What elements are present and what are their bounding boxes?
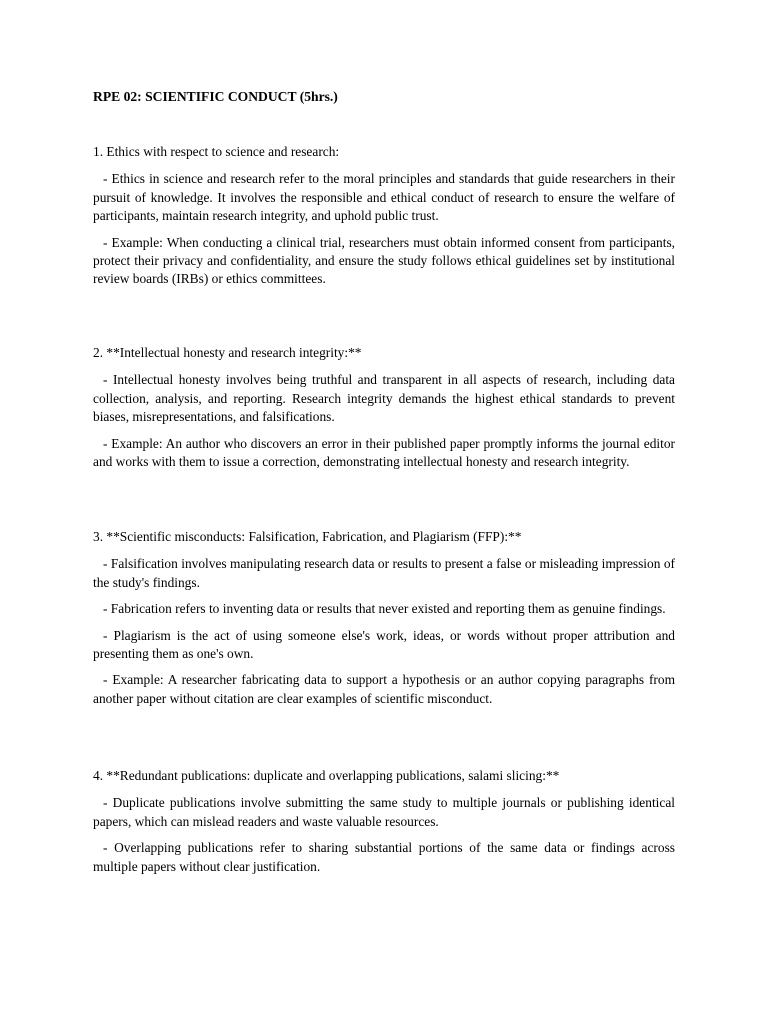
section-paragraph: - Ethics in science and research refer to the moral principles and standards that guide researchers in their pursuit of knowledge. It involves the responsible and ethical conduct of research to ensure the welfare of participants, maintain research integrity, and uphold public trust. <box>93 171 675 224</box>
section-paragraph: - Fabrication refers to inventing data or results that never existed and reporting them as genuine findings. <box>103 601 666 617</box>
section-paragraph: - Falsification involves manipulating research data or results to present a false or misleading impression of the study's findings. <box>93 556 675 590</box>
section-paragraph: - Example: When conducting a clinical trial, researchers must obtain informed consent from participants, protect their privacy and confidentiality, and ensure the study follows ethical guidelines set by institutional review boards (IRBs) or ethics committees. <box>93 234 675 287</box>
section-heading: 2. **Intellectual honesty and research integrity:** <box>93 345 362 360</box>
section-ethics <box>93 143 675 289</box>
section-paragraph: - Plagiarism is the act of using someone else's work, ideas, or words without proper attribution and presenting them as one's own. <box>93 627 675 662</box>
section-heading: 4. **Redundant publications: duplicate and overlapping publications, salami slicing:** <box>93 768 560 783</box>
section-paragraph: - Duplicate publications involve submitting the same study to multiple journals or publishing identical papers, which can mislead readers and waste valuable resources. <box>93 795 675 829</box>
document-title: RPE 02: SCIENTIFIC CONDUCT (5hrs.) <box>93 89 338 104</box>
section-paragraph: - Overlapping publications refer to sharing substantial portions of the same data or findings across multiple papers without clear justification. <box>93 840 675 874</box>
section-heading: 3. **Scientific misconducts: Falsification, Fabrication, and Plagiarism (FFP):** <box>93 529 522 544</box>
section-scientific-misconduct <box>93 528 675 708</box>
section-intellectual-honesty <box>93 344 675 471</box>
section-heading: 1. Ethics with respect to science and research: <box>93 144 340 159</box>
section-paragraph: - Example: A researcher fabricating data to support a hypothesis or an author copying paragraphs from another paper without citation are clear examples of scientific misconduct. <box>93 672 675 706</box>
section-redundant-publications <box>93 767 675 876</box>
section-paragraph: - Intellectual honesty involves being truthful and transparent in all aspects of research, including data collection, analysis, and reporting. Research integrity demands the highest ethical standards to prevent biases, misrepresentations, and falsifications. <box>93 372 675 425</box>
section-paragraph: - Example: An author who discovers an error in their published paper promptly informs the journal editor and works with them to issue a correction, demonstrating intellectual honesty and research integrity. <box>93 435 675 470</box>
